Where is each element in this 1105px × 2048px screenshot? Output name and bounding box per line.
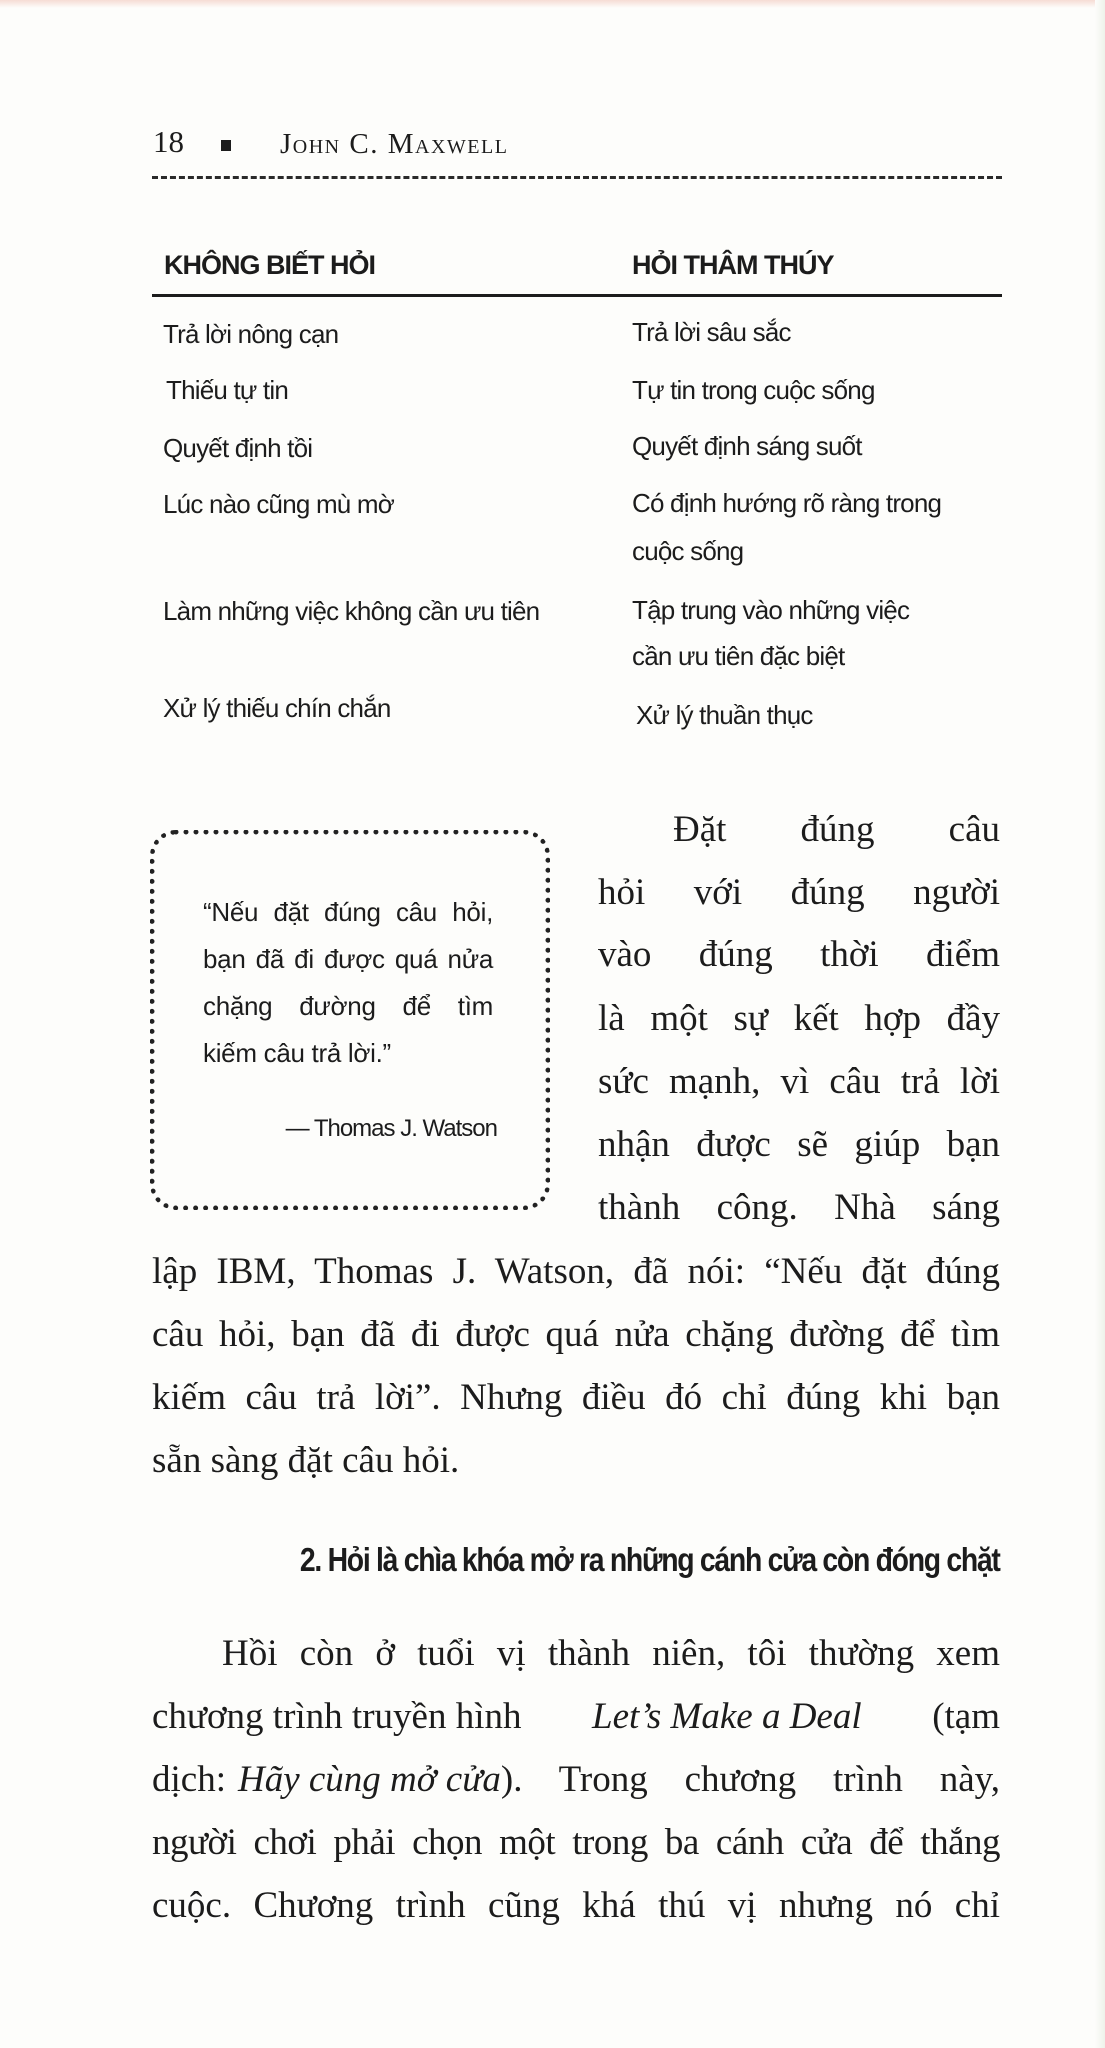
table-cell-left: Thiếu tự tin (166, 375, 288, 405)
table-cell-left: Lúc nào cũng mù mờ (163, 489, 395, 519)
translated-title: Hãy cùng mở cửa (237, 1759, 501, 1800)
body-line: là một sự kết hợp đầy (598, 998, 1000, 1039)
table-cell-left: Làm những việc không cần ưu tiên (163, 596, 540, 626)
body-line (152, 1685, 1000, 1748)
table-cell-left: Xử lý thiếu chín chắn (163, 693, 391, 723)
table-cell-right: Tập trung vào những việc (632, 595, 910, 625)
table-header-left: KHÔNG BIẾT HỎI (164, 250, 376, 280)
table-cell-right: Tự tin trong cuộc sống (632, 375, 875, 405)
body-text: ). Trong chương trình này, (500, 1759, 1000, 1800)
table-cell-right: Có định hướng rõ ràng trong (632, 488, 942, 518)
square-bullet-icon (221, 140, 231, 151)
body-line: nhận được sẽ giúp bạn (598, 1124, 1000, 1165)
body-line-text: Đặt đúng câu (673, 809, 1000, 850)
header-dashed-rule (152, 176, 1002, 179)
body-text: chương trình truyền hình (152, 1696, 522, 1737)
body-line: hỏi với đúng người (598, 872, 1000, 913)
body-text: dịch: (152, 1759, 226, 1800)
body-line: sức mạnh, vì câu trả lời (598, 1061, 1000, 1102)
body-line: vào đúng thời điểm (598, 934, 1000, 975)
table-cell-left: Quyết định tồi (163, 433, 313, 463)
body-line: thành công. Nhà sáng (598, 1187, 1000, 1228)
running-head-author: John C. Maxwell (280, 128, 509, 160)
table-cell-right: Quyết định sáng suốt (632, 431, 862, 461)
tv-show-title: Let’s Make a Deal (592, 1696, 862, 1737)
scan-edge-right (1095, 0, 1105, 2048)
pull-quote-attribution: — Thomas J. Watson (285, 1115, 497, 1142)
pull-quote-text: “Nếu đặt đúng câu hỏi, bạn đã đi được quá nửa chặng đường để tìm kiếm câu trả lời.” (203, 897, 493, 1068)
table-cell-right: Xử lý thuần thục (636, 700, 813, 730)
body-line (152, 1748, 1000, 1811)
table-cell-left: Trả lời nông cạn (163, 319, 339, 349)
body-text: (tạm (932, 1696, 1000, 1737)
body-line: câu hỏi, bạn đã đi được quá nửa chặng đường để tìm (152, 1314, 1000, 1355)
scan-edge-top (0, 0, 1105, 8)
table-header-rule (152, 294, 1002, 297)
table-header-right: HỎI THÂM THÚY (632, 250, 834, 280)
section-heading: 2. Hỏi là chìa khóa mở ra những cánh cửa còn đóng chặt (300, 1541, 1000, 1578)
body-line (598, 798, 1000, 861)
table-cell-right-cont: cần ưu tiên đặc biệt (632, 641, 845, 671)
table-cell-right: Trả lời sâu sắc (632, 317, 791, 347)
table-cell-right-cont: cuộc sống (632, 536, 744, 566)
body-line: lập IBM, Thomas J. Watson, đã nói: “Nếu đặt đúng (152, 1251, 1000, 1292)
body-line: sẵn sàng đặt câu hỏi. (152, 1440, 460, 1481)
pull-quote-box (150, 830, 550, 1210)
body-line: cuộc. Chương trình cũng khá thú vị nhưng nó chỉ (152, 1885, 1000, 1926)
page-number: 18 (153, 124, 184, 159)
body-line: Hồi còn ở tuổi vị thành niên, tôi thường xem (222, 1633, 1000, 1674)
body-line: kiếm câu trả lời”. Nhưng điều đó chỉ đúng khi bạn (152, 1377, 1000, 1418)
body-line: người chơi phải chọn một trong ba cánh cửa để thắng (152, 1822, 1000, 1863)
